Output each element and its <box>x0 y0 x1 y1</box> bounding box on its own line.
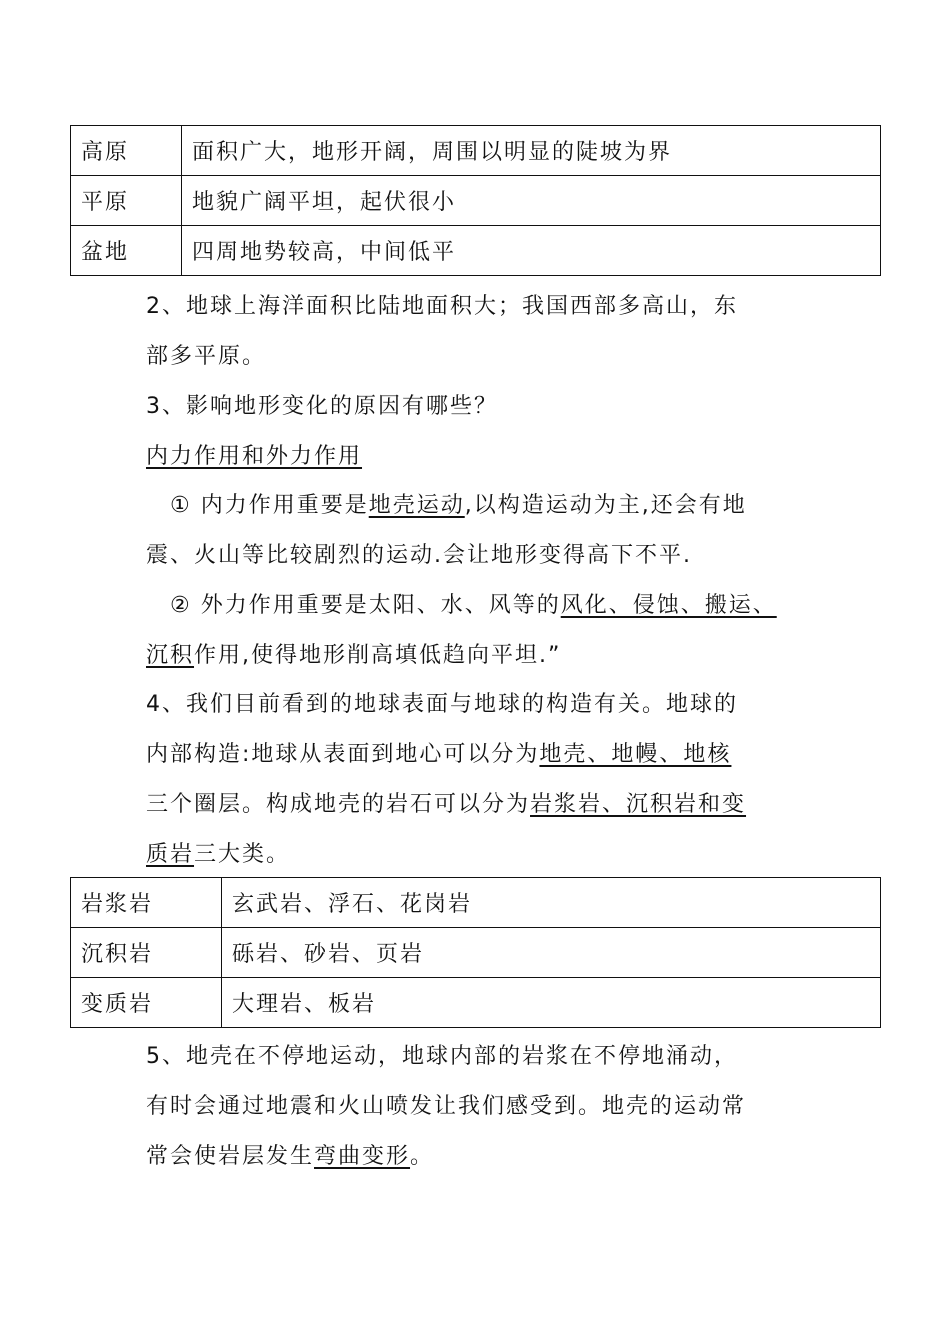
rock-examples: 大理岩、板岩 <box>222 978 881 1028</box>
landform-desc: 四周地势较高，中间低平 <box>182 226 881 276</box>
section4-rock-types: 岩浆岩、沉积岩和变 <box>530 792 747 817</box>
landform-name: 平原 <box>71 176 182 226</box>
item2-underlined: 风化、侵蚀、搬运、 <box>560 593 777 618</box>
section5-line1: 5、地壳在不停地运动，地球内部的岩浆在不停地涌动， <box>146 1044 738 1069</box>
item2-underlined-cont: 沉积 <box>146 643 195 668</box>
table-row <box>71 928 881 978</box>
section5-underlined: 弯曲变形 <box>314 1144 411 1169</box>
section4-line2-text: 内部构造:地球从表面到地心可以分为 <box>146 742 540 767</box>
table-row <box>71 878 881 928</box>
section3-item2-line1 <box>170 591 777 621</box>
item2-text-a: ② 外力作用重要是太阳、水、风等的 <box>170 593 561 618</box>
item1-text-b: ,以构造运动为主,还会有地 <box>464 493 747 518</box>
section5-line3-text: 常会使岩层发生 <box>146 1144 315 1169</box>
section4-line2 <box>146 740 731 770</box>
item1-text-a: ① 内力作用重要是 <box>170 493 369 518</box>
table-row <box>71 126 881 176</box>
section4-line3-text: 三个圈层。构成地壳的岩石可以分为 <box>146 792 531 817</box>
section5-line3-end: 。 <box>410 1144 435 1169</box>
landform-desc: 面积广大，地形开阔，周围以明显的陡坡为界 <box>182 126 881 176</box>
landform-name: 高原 <box>71 126 182 176</box>
section4-line4-text: 三大类。 <box>194 842 291 867</box>
section3-question: 3、影响地形变化的原因有哪些？ <box>146 394 498 419</box>
section3-item1-line1 <box>170 491 747 521</box>
rock-type: 岩浆岩 <box>71 878 222 928</box>
table-row <box>71 978 881 1028</box>
item2-text-b: 作用,使得地形削高填低趋向平坦.” <box>194 643 562 668</box>
item1-underlined: 地壳运动 <box>368 493 465 518</box>
section5-line2: 有时会通过地震和火山喷发让我们感受到。地壳的运动常 <box>146 1094 747 1119</box>
section2-line1: 2、地球上海洋面积比陆地面积大；我国西部多高山，东 <box>146 294 738 319</box>
landform-desc: 地貌广阔平坦，起伏很小 <box>182 176 881 226</box>
rock-type: 变质岩 <box>71 978 222 1028</box>
section4-line1: 4、我们目前看到的地球表面与地球的构造有关。地球的 <box>146 692 738 717</box>
section2-line2: 部多平原。 <box>146 344 267 369</box>
table-row <box>71 176 881 226</box>
section4-layers: 地壳、地幔、地核 <box>539 742 732 767</box>
rock-type: 沉积岩 <box>71 928 222 978</box>
section4-line4 <box>146 840 290 870</box>
rock-examples: 砾岩、砂岩、页岩 <box>222 928 881 978</box>
section3-item1-line2: 震、火山等比较剧烈的运动.会让地形变得高下不平. <box>146 543 692 568</box>
rock-table <box>70 877 881 1028</box>
section3-item2-line2 <box>146 641 561 671</box>
section3-answer: 内力作用和外力作用 <box>146 444 363 469</box>
landform-name: 盆地 <box>71 226 182 276</box>
section5-line3 <box>146 1142 434 1172</box>
table-row <box>71 226 881 276</box>
section4-rock-types-cont: 质岩 <box>146 842 195 867</box>
section4-line3 <box>146 790 746 820</box>
landform-table <box>70 125 881 276</box>
rock-examples: 玄武岩、浮石、花岗岩 <box>222 878 881 928</box>
